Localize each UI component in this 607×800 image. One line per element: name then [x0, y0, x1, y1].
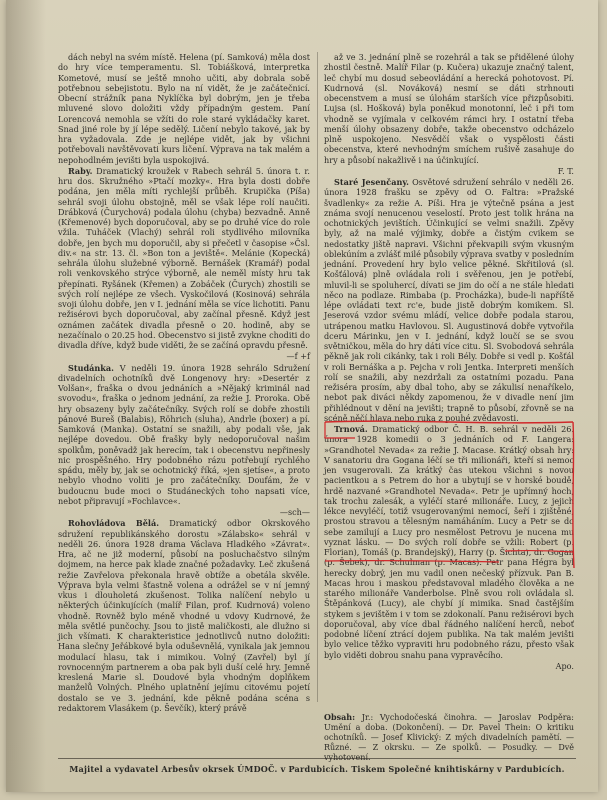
contents-label: Obsah: — [324, 712, 356, 722]
article-paragraph — [324, 424, 574, 660]
article-text: Osvětové sdružení sehrálo v neděli 26. února 1928 frašku se zpěvy od O. Faltra: »Pražské švadlenky« za režie A. Píši. Hra je výtečně psána a jest známa svojí nenucenou veselostí. Proto jest tolik hrána na ochotnických jevištích. Účinkující se velmi snažili. Zpěvy byly, až na malé výjimky, dobře a čistým cvikem se nedostatky jiště napravi. Všichni překvapili svým vkusným oblekúním a zvlášť milé působily výprava svatby v posledním jednání. Provedení hry bylo velice pěkné. Skřitilová (sl. Košťálová) plně ovládala roli i svěřenou, jen je potřebí, mluvil-li se spoluhercí, dívati se jim do očí a ne stále hledati něco na podlaze. Rimbaba (p. Procházka), bude-li napříště lépe ovládati text rc'e, bude jistě dobrým komikem. Sl. Jeserová vzdor svému mládí, velice dobře podala starou, utrápenou matku Havlovou. Sl. Augustinová dobře vytvořila dceru Márinku, jen v I. jednání, když loučí se se svou světničkou, měla do hry dáti více citu. Sl. Svobodová sehrála pěkně jak roli cikánky, tak i roli Bély. Dobře si vedl p. Košťál v roli Bernáška a p. Pejcha v roli Jentka. Interpreti menších rolí se snažili, aby nezdržali za ostatními pozadu. Pana režiséra prosím, aby dbal toho, aby se zákulisí nenaříkelo, nebot pak diváci někdy zapomenou, že v divadle není jim přihlédnout v dění na jevišti; trapně to působí, zřovně se na scéně něčí hlava nebo ruka z pouhé zvědavosti. — [324, 177, 575, 423]
article-paragraph — [324, 177, 574, 423]
signature: —sch— — [279, 507, 310, 517]
article-place-heading: Staré Jesenčany. — [334, 177, 409, 187]
contents-text: Jr.: Vychodočeská činohra. — Jaroslav Podpěra: Umění a doba. (Dokončení). — Dr. Pavel Thein: O kritiku ochotníků. — Josef Klivický: Z mých divadelních pamětí. — Různé. — Z okrsku. — Ze spolků. — Posudky. — Dvě — [324, 713, 574, 752]
article-text: Dramatický kroužek v Rabech sehrál 5. února t. r. hru dos. Skružného »Ptačí mozky«. Hra byla dosti dobře podána, jen měla míti rychlejší průběh. Krupička (Píša) sehrál svoji úlohu obstojně, měl se však lépe rolí naučiti. Drábková (Čurychová) podala úlohu (chyba) bezvadně. Anně (Křemenové) bych doporučoval, aby se po druhé více do role vžila. Tuháček (Vlachý) sehrál roli stydlivého milovníka dobře, jen bych mu doporučil, aby si přečetl v časopise »Čsl. div.« na str. 13. čl. »Bon ton a jeviště«. Melánie (Kopecká) sehrála úlohu služebné výborně. Bernášek (Kramář) podal roli venkovského strýce výborně, ale neměl místy hru tak přepínati. Ryšánek (Křemen) a Zobáček (Čurych) zhostili se svých rolí nejlépe ze všech. Vyskočilová (Kosinová) sehrála svoji úlohu dobře, jen v I. jednání měla se více lichotiti. Panu režisérovi bych doporučoval, aby začínal přesně. Když jest oznámen začátek divadla přesně o 20. hodině, aby se nezačínalo o 20.25 hod. Obecenstvo si jistě zvykne choditi do divadla dříve, když bude viděti, že se začíná opravdu přesně. — [58, 165, 310, 350]
page-shadow — [6, 0, 46, 792]
article-paragraph — [324, 52, 574, 165]
article-place-heading: Trnová. — [334, 424, 368, 434]
signature: Apo. — [555, 660, 574, 671]
article-text: V neděli 19. února 1928 sehrálo Sdružení divadelních ochotníků dvě Longenovy hry: »Desertér z Volšan«, fraška o dvou jednáních a »Nějaký kriminál nad svovodu«, fraška o jednom jednání, za režie J. Proroka. Obě hry obsazeny byly začátečníky. Svých rolí se dobře zhostili pánové Bureš (Balabis), Röhrich (sluha), Andrle (boxer) a pí. Samková (Manka). Ostatní se snažili, aby podali vše, jak nejlépe dovedou. Obě frašky byly nedoporučoval našim spolkům, poněvadž jak herecím, tak i obecenstvu nepřinesly nic prospěšného. Hry podobného rázu potřebují rychlého spádu, měly by, jak se ochotnický říká, »jen sjetíse«, a proto nebylo vhodno voliti je pro začátečníky. Doufám, že v budoucnu bude moci o Studáneckých toho napsati více, nebot připravují »Fochlavce«. — [58, 362, 310, 506]
signature: —f +f — [286, 351, 310, 362]
article-text: dách nebyl na svém místě. Helena (pí. Samková) měla dost do hry více temperamentu. Sl. Tobiášková, interpretka Kometové, musí se ještě mnoho učiti, aby dobrala sobě potřebnou sebejistotu. Bylo na ní vidět, že je začátečnicí. Obecní strážník pana Nyklíčka byl dobrým, jen je třeba mluvené slovo doložiti vždy případným gestem. Paní Lorencová nemohla se vžíti do role staré vykládačky karet. Snad jiné role by jí lépe sedělý. Ličení nebylo takové, jak by hra vyžadovala. Zde je nejlépe vidět, jak by všichni potřebovali navštěvovati kurs ličení. Výprava na tak malém a nepohodlném jevišti byla uspokojivá. — [58, 52, 310, 165]
contents-box — [324, 712, 574, 763]
article-place-heading: Studánka. — [68, 362, 114, 373]
newspaper-page — [6, 0, 598, 792]
signature: F. T. — [557, 165, 574, 176]
article-paragraph — [58, 166, 310, 351]
right-column — [324, 52, 574, 702]
publisher-footer: Majitel a vydavatel Arbesův okrsek ÚMDOČ. v Pardubicích. Tiskem Společné knihtiskárny v Pardubicích. — [69, 764, 565, 774]
footer-rule — [58, 758, 576, 759]
article-paragraph — [58, 518, 310, 713]
article-text: až ve 3. jednání plně se rozehrál a tak se přidělené úlohy zhostil čestně. Malíř Filar (p. Kučera) ukazuje značný talent, leč chybí mu dosud sebeovládání a herecká pohotovost. Pí. Kudrnová (sl. Nováková) nesmí se dáti strhnouti obecenstvem a musí se úlohám starších více přizpůsobiti. Lujsa (sl. Hošková) byla poněkud monotonní, leč i při tom vhodně se vyjímala v celkovém rámci hry. I ostatní třeba menší úlohy obsazeny dobře, takže obecenstvo odcházelo plně uspokojeno. Nesvědčí však o vyspělosti části obecenstva, které nevhodným smíchem rušivě zasahuje do hry a působí nakažlivě i na účinkující. — [324, 52, 574, 165]
article-text: Dramatický odbor Okrskového sdružení republikánského dorostu »Zálabsko« sehrál v neděli 26. února 1928 drama Václava Hladkého »Závrat«. Hra, ač ne již moderní, působí na posluchačstvo silným dojmem, na herce pak klade značné požadavky. Leč zkušená režie Zavřelova překonala hravě obtíže a obetála skvěle. Výprava byla velmi šťastně volena a odrážel se v ní jemný vkus i dlouholetá zkušenost. Tolika nalíčení nebylo u některých účinkujících (malíř Filan, prof. Kudrnová) voleno vhodně. Rovněž bylo méně vhodné u vdovy Kudrnové, že měla světlé punčochy. Jsou to jistě maličkosti, ale dlužno si jich všímati. K charakteristice jednotlivců nutno doložiti: Hana slečny Jeřábkové byla oduševnělá, vynikala jak jemnou modulací hlasu, tak i mimikou. Volný (Zavřel) byl jí rovnocenným partnerem a oba pak byli duší celé hry. Jemně kreslená Marie sl. Doudové byla vhodným doplňkem manželů Volných. Plného uplatnění jejímu citovému pojetí dostalo se ve 3. jednání, kde pěkně podána scéna s redaktorem Vlasákem (p. Ševčík), který právě — [58, 518, 310, 713]
article-text: Dramatický odbor Č. H. B. sehrál v neděli 26. února 1928 komedii o 3 jednáních od F. Langera: »Grandhotel Nevada« za režie J. Macase. Krátký obsah hry: V sanatoriu dra Gogana léčí se tři milionáři, kteří si nemoc jen vsugerovali. Za krátký čas utekou všichni s novou pacientkou a s Petrem do hor a ubytují se v horské boudě, hrdě nazvané »Grandhotel Nevada«. Petr je upřímný hoch, tak trochu zalesák, a vyléčí staré milionáře. Lucy, z jejich lékce nevyléčí, totiž vsugerovanými nemocí, šeří i zjištěné, prostou stravou a tělesným namáháním. Lucy a Petr se do sebe zamilují a Lucy pro nesmělost Petrovu je nucena mu vyznat lásku. — Do svých rolí dobře se vžili: Robert (p. Florian), Tomáš (p. Brandejský), Harry (p. Šichta), dr. Gogan (p. Šebek), dr. Schulman (p. Macas). Petr pana Hégra byl herecky dobrý, jen mu vadil onen nečeský přízvuk. Pan B. Macas hrou i maskou představoval mladého člověka a ne starého milionáře Vanderbolse. Plně svou roli ovládala sl. Štěpánková (Lucy), ale chybí jí mimika. Snad častějším stykem s jevištěm i v tom se zdokonalí. Panu režisérovi bych doporučoval, aby více dbal řádného nalíčení herců, neboť podobné líčení ztrácí dojem publika. Na tak malém jevišti bylo velice těžko vypraviti hru podobného rázu, přesto však bylo viděti dobrou snahu pana vypravěcího. — [324, 424, 574, 660]
left-column — [58, 52, 310, 713]
article-paragraph — [58, 52, 310, 165]
column-divider — [317, 52, 318, 702]
article-paragraph — [58, 363, 310, 507]
article-place-heading: Rohovládova Bělá. — [68, 518, 160, 529]
article-place-heading: Raby. — [68, 165, 93, 176]
